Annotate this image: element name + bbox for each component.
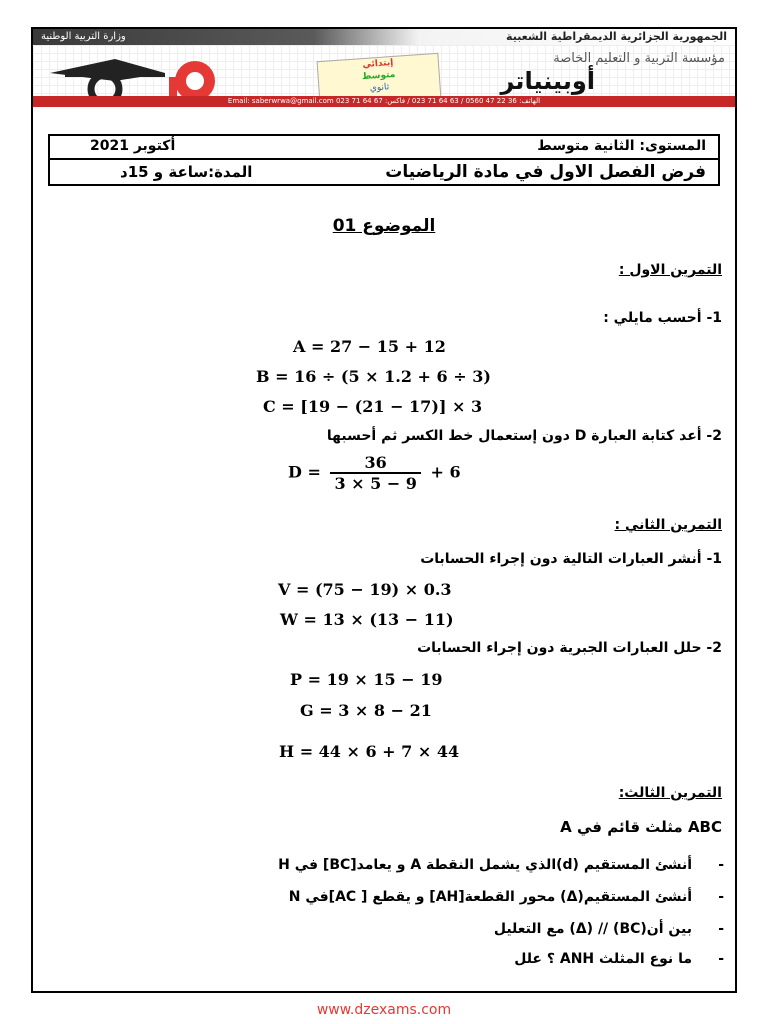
item-dash: - (718, 921, 724, 937)
expr-d-numerator: 36 (330, 453, 421, 474)
header-strip (33, 29, 735, 45)
expr-g: G = 3 × 8 − 21 (300, 701, 432, 720)
subject-title: الموضوع 01 (332, 216, 436, 236)
expr-v: V = (75 − 19) × 0.3 (278, 580, 452, 599)
exercise2-heading: التمرين الثاني : (614, 517, 722, 533)
exercise1-q2: 2- أعد كتابة العبارة D دون إستعمال خط الكسر ثم أحسبها (326, 428, 722, 444)
expr-b: B = 16 ÷ (5 × 1.2 + 6 ÷ 3) (256, 367, 491, 386)
expr-d-denominator: 3 × 5 − 9 (334, 474, 417, 493)
exercise3-item (202, 921, 722, 937)
expr-w: W = 13 × (13 − 11) (280, 610, 454, 629)
item-text: أنشئ المستقيم(Δ) محور القطعة[AH] و يقطع [ AC]في N (288, 889, 692, 905)
item-dash: - (718, 889, 724, 905)
institution-text: مؤسسة التربية و التعليم الخاصة (553, 51, 725, 66)
footer-link[interactable]: www.dzexams.com (316, 1002, 452, 1018)
expr-d-fraction (330, 453, 421, 493)
level-tag-3: ثانوي (369, 82, 390, 94)
exam-title: فرض الفصل الاول في مادة الرياضيات (385, 162, 706, 182)
item-dash: - (718, 857, 724, 873)
exercise2-q1: 1- أنشر العبارات التالية دون إجراء الحسابات (420, 551, 722, 567)
ministry-text: وزارة التربية الوطنية (41, 31, 126, 42)
item-dash: - (718, 951, 724, 967)
expr-d-rhs: + 6 (430, 462, 461, 482)
exercise3-intro: ABC مثلث قائم في A (560, 818, 722, 836)
exercise3-item (202, 857, 722, 873)
expr-d-lhs: D = (288, 462, 321, 482)
expr-p: P = 19 × 15 − 19 (290, 670, 443, 689)
exam-duration: المدة:ساعة و 15د (120, 163, 253, 181)
expr-d (288, 453, 461, 493)
item-text: أنشئ المستقيم (d)الذي يشمل النقطة A و يعامد[BC] في H (278, 857, 692, 873)
exercise3-item (202, 889, 722, 905)
expr-c: C = [19 − (21 − 17)] × 3 (263, 397, 483, 416)
level-tag-2: متوسط (361, 69, 396, 83)
exercise1-heading: التمرين الاول : (618, 262, 722, 278)
exercise1-q1: 1- أحسب مايلي : (603, 310, 722, 326)
exercise2-q2: 2- حلل العبارات الجبرية دون إجراء الحسابات (417, 640, 722, 656)
contact-bar: الهاتف: 36 22 47 0560 / 63 64 71 023 / فاكس: 67 64 71 023 Email: saberwrwa@gmail.com (33, 96, 735, 107)
level-tag-1: إبتدائي (362, 57, 394, 71)
item-text: ما نوع المثلث ANH ؟ علل (514, 951, 692, 967)
exercise3-item (202, 951, 722, 967)
republic-text: الجمهورية الجزائرية الديمقراطية الشعبية (506, 30, 727, 43)
expr-a: A = 27 − 15 + 12 (293, 337, 446, 356)
expr-h: H = 44 × 6 + 7 × 44 (279, 742, 460, 761)
level-label: المستوى: الثانية متوسط (537, 138, 706, 154)
item-text: بين أن(BC) // (Δ) مع التعليل (493, 921, 692, 937)
exam-date: أكتوبر 2021 (90, 138, 176, 154)
exercise3-heading: التمرين الثالث: (618, 785, 722, 801)
school-name: أوبينياتر (500, 67, 595, 95)
exam-info-table (48, 134, 720, 186)
